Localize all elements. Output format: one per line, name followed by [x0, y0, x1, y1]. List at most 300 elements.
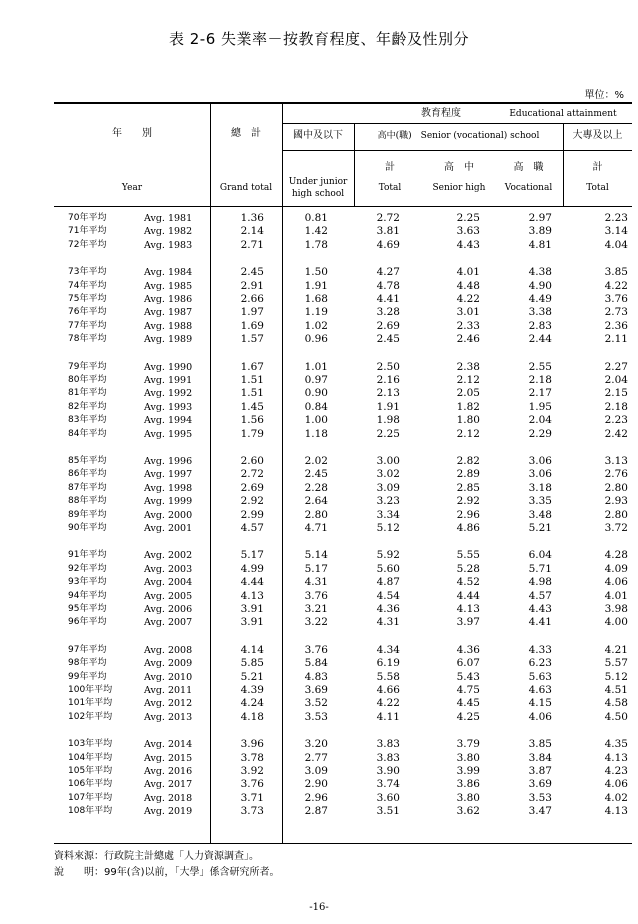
row-year-en: Avg. 1982: [144, 226, 193, 238]
row-value: 5.85: [240, 657, 264, 670]
row-value: 4.83: [304, 670, 328, 683]
row-year-en: Avg. 2013: [144, 711, 193, 723]
row-value: 4.87: [376, 576, 400, 589]
row-value: 5.58: [376, 670, 400, 683]
sub-header-rule: [282, 150, 632, 151]
row-year-en: Avg. 2017: [144, 779, 193, 791]
table-row: [54, 239, 632, 252]
row-year-en: Avg. 2001: [144, 523, 193, 534]
row-value: 4.75: [456, 684, 480, 696]
table-row: [54, 590, 632, 603]
row-value: 1.51: [240, 387, 264, 400]
row-year-en: Avg. 2019: [144, 806, 193, 818]
row-value: 3.69: [528, 778, 552, 791]
row-value: 1.02: [304, 319, 328, 332]
row-year-en: Avg. 1997: [144, 469, 193, 481]
row-value: 4.98: [528, 576, 552, 589]
row-year-en: Avg. 2000: [144, 509, 193, 521]
row-year-en: Avg. 1985: [144, 280, 193, 292]
row-year-en: Avg. 1999: [144, 496, 193, 508]
row-value: 4.01: [456, 266, 480, 279]
row-value: 4.57: [240, 522, 264, 534]
row-value: 4.49: [528, 293, 552, 305]
row-value: 2.45: [304, 468, 328, 481]
table-row: [54, 616, 632, 629]
row-value: 3.23: [376, 495, 400, 508]
row-value: 3.98: [604, 603, 628, 615]
row-value: 3.48: [528, 508, 552, 521]
row-year-en: Avg. 1989: [144, 334, 193, 346]
row-year-zh: 89年平均: [68, 509, 107, 520]
row-value: 3.53: [528, 791, 552, 804]
row-value: 4.36: [376, 603, 400, 615]
row-value: 1.36: [240, 212, 264, 224]
row-value: 4.39: [240, 684, 264, 696]
row-value: 3.78: [240, 751, 264, 764]
header-senior-high-zh: 高 中: [444, 162, 474, 173]
row-value: 4.86: [456, 522, 480, 534]
row-value: 2.15: [604, 387, 628, 400]
row-value: 3.63: [456, 225, 480, 238]
row-value: 1.57: [240, 333, 264, 346]
row-year-zh: 80年平均: [68, 375, 107, 385]
row-year-zh: 71年平均: [68, 226, 107, 237]
row-year-zh: 95年平均: [68, 604, 107, 614]
table-row: [54, 495, 632, 508]
table-row: [54, 320, 632, 333]
row-value: 2.69: [376, 319, 400, 332]
row-value: 4.28: [604, 549, 628, 562]
row-value: 2.46: [456, 333, 480, 346]
header-vocational-en: Vocational: [504, 183, 553, 193]
row-year-en: Avg. 2004: [144, 577, 193, 589]
header-bottom-rule: [54, 206, 632, 207]
row-value: 4.58: [604, 697, 628, 710]
header-total-en: Grand total: [219, 183, 273, 193]
row-year-zh: 91年平均: [68, 550, 107, 561]
table-row: [54, 805, 632, 818]
row-value: 3.47: [528, 805, 552, 818]
row-value: 4.31: [376, 616, 400, 629]
row-value: 3.35: [528, 495, 552, 508]
row-value: 4.22: [376, 697, 400, 710]
row-value: 4.38: [528, 266, 552, 279]
row-value: 4.13: [456, 603, 480, 615]
row-value: 3.60: [376, 791, 400, 804]
row-value: 4.99: [240, 562, 264, 575]
row-value: 3.92: [240, 765, 264, 777]
table-row: [54, 306, 632, 319]
row-value: 3.90: [376, 765, 400, 777]
row-value: 2.60: [240, 455, 264, 467]
header-college-group: 大專及以上: [572, 130, 623, 141]
row-value: 2.85: [456, 481, 480, 494]
row-value: 2.96: [304, 791, 328, 804]
row-year-en: Avg. 2010: [144, 671, 193, 683]
row-year-en: Avg. 1992: [144, 388, 193, 400]
row-year-en: Avg. 2011: [144, 685, 193, 696]
row-value: 2.93: [604, 495, 628, 508]
row-value: 2.97: [528, 212, 552, 224]
row-year-en: Avg. 1981: [144, 213, 193, 224]
row-value: 3.51: [376, 805, 400, 818]
row-year-zh: 74年平均: [68, 280, 107, 291]
row-value: 2.91: [240, 279, 264, 292]
row-year-zh: 97年平均: [68, 644, 107, 655]
row-year-en: Avg. 2002: [144, 550, 193, 562]
row-year-zh: 72年平均: [68, 239, 107, 250]
table-row: [54, 280, 632, 293]
row-value: 4.24: [240, 697, 264, 710]
row-value: 1.69: [240, 319, 264, 332]
row-year-en: Avg. 2009: [144, 658, 193, 670]
row-value: 3.74: [376, 778, 400, 791]
table-row: [54, 792, 632, 805]
row-value: 3.69: [304, 684, 328, 696]
row-year-en: Avg. 2012: [144, 698, 193, 710]
row-value: 3.83: [376, 738, 400, 751]
row-value: 2.92: [240, 495, 264, 508]
row-year-zh: 81年平均: [68, 388, 107, 399]
row-value: 3.06: [528, 455, 552, 467]
row-value: 1.91: [304, 279, 328, 292]
table-row: [54, 563, 632, 576]
row-value: 4.78: [376, 279, 400, 292]
row-value: 3.81: [376, 225, 400, 238]
table-row: [54, 671, 632, 684]
row-value: 5.63: [528, 670, 552, 683]
table-row: [54, 361, 632, 374]
row-value: 4.71: [304, 522, 328, 534]
row-year-zh: 83年平均: [68, 415, 107, 426]
table-row: [54, 482, 632, 495]
row-value: 1.56: [240, 414, 264, 427]
row-value: 2.04: [528, 414, 552, 427]
row-value: 4.50: [604, 710, 628, 723]
row-value: 2.76: [604, 468, 628, 481]
row-value: 4.36: [456, 643, 480, 656]
row-value: 4.02: [604, 791, 628, 804]
row-year-en: Avg. 1990: [144, 361, 193, 373]
row-year-en: Avg. 1983: [144, 239, 193, 251]
row-year-en: Avg. 2005: [144, 590, 193, 602]
row-year-en: Avg. 2018: [144, 792, 193, 804]
row-value: 5.17: [304, 562, 328, 575]
row-year-zh: 98年平均: [68, 658, 107, 669]
row-year-zh: 86年平均: [68, 469, 107, 480]
row-value: 2.02: [304, 455, 328, 467]
row-year-en: Avg. 1993: [144, 401, 193, 413]
row-year-en: Avg. 2008: [144, 644, 193, 656]
row-value: 2.55: [528, 360, 552, 373]
row-value: 1.01: [304, 360, 328, 373]
row-value: 4.41: [376, 293, 400, 305]
row-value: 3.84: [528, 751, 552, 764]
row-value: 4.06: [528, 710, 552, 723]
row-value: 1.68: [304, 293, 328, 305]
row-value: 4.23: [604, 765, 628, 777]
row-year-zh: 87年平均: [68, 482, 107, 493]
row-value: 3.34: [376, 508, 400, 521]
row-value: 1.51: [240, 374, 264, 386]
table-row: [54, 765, 632, 778]
row-value: 2.80: [604, 481, 628, 494]
row-value: 4.66: [376, 684, 400, 696]
row-value: 2.16: [376, 374, 400, 386]
row-value: 4.63: [528, 684, 552, 696]
table-row: [54, 576, 632, 589]
row-value: 4.18: [240, 710, 264, 723]
row-value: 4.35: [604, 738, 628, 751]
row-value: 1.67: [240, 360, 264, 373]
row-value: 3.83: [376, 751, 400, 764]
row-value: 3.76: [304, 589, 328, 602]
row-value: 2.71: [240, 238, 264, 251]
table-row: [54, 549, 632, 562]
page-number: -16-: [309, 902, 329, 913]
row-value: 2.66: [240, 293, 264, 305]
row-value: 2.80: [304, 508, 328, 521]
row-value: 0.90: [304, 387, 328, 400]
row-value: 3.91: [240, 603, 264, 615]
row-value: 2.04: [604, 374, 628, 386]
row-value: 2.13: [376, 387, 400, 400]
row-value: 3.85: [604, 266, 628, 279]
row-value: 4.44: [240, 576, 264, 589]
row-value: 3.06: [528, 468, 552, 481]
row-year-zh: 85年平均: [68, 456, 107, 466]
table-row: [54, 752, 632, 765]
row-value: 2.18: [528, 374, 552, 386]
row-year-zh: 108年平均: [68, 806, 113, 817]
row-value: 2.23: [604, 414, 628, 427]
row-year-zh: 106年平均: [68, 779, 113, 790]
row-value: 6.04: [528, 549, 552, 562]
row-value: 0.96: [304, 333, 328, 346]
row-value: 2.28: [304, 481, 328, 494]
footnote-source: 資料來源：行政院主計總處「人力資源調查」。: [54, 851, 259, 862]
row-year-en: Avg. 2003: [144, 563, 193, 575]
row-year-zh: 88年平均: [68, 496, 107, 507]
row-value: 3.80: [456, 751, 480, 764]
row-year-zh: 84年平均: [68, 428, 107, 439]
row-year-en: Avg. 2006: [144, 604, 193, 615]
row-value: 5.12: [376, 522, 400, 534]
row-value: 2.83: [528, 319, 552, 332]
table-row: [54, 374, 632, 387]
row-value: 4.54: [376, 589, 400, 602]
row-value: 2.38: [456, 360, 480, 373]
row-value: 5.12: [604, 670, 628, 683]
row-value: 2.11: [604, 333, 628, 346]
row-value: 4.31: [304, 576, 328, 589]
row-year-en: Avg. 1995: [144, 428, 193, 440]
row-value: 4.90: [528, 279, 552, 292]
table-row: [54, 428, 632, 441]
row-value: 3.76: [604, 293, 628, 305]
table-row: [54, 266, 632, 279]
row-value: 3.79: [456, 738, 480, 751]
row-value: 2.44: [528, 333, 552, 346]
header-college-total-zh: 計: [592, 162, 603, 173]
row-value: 2.64: [304, 495, 328, 508]
table-row: [54, 468, 632, 481]
table-row: [54, 684, 632, 697]
row-year-en: Avg. 1996: [144, 456, 193, 467]
row-value: 3.89: [528, 225, 552, 238]
row-value: 3.21: [304, 603, 328, 615]
row-value: 0.97: [304, 374, 328, 386]
row-year-en: Avg. 2015: [144, 752, 193, 764]
row-value: 2.12: [456, 374, 480, 386]
row-value: 3.91: [240, 616, 264, 629]
table-row: [54, 509, 632, 522]
row-value: 2.05: [456, 387, 480, 400]
row-year-zh: 100年平均: [68, 685, 113, 695]
row-value: 4.34: [376, 643, 400, 656]
row-value: 3.71: [240, 791, 264, 804]
row-year-en: Avg. 1994: [144, 415, 193, 427]
row-value: 3.38: [528, 306, 552, 319]
row-value: 4.11: [376, 710, 400, 723]
row-year-en: Avg. 1988: [144, 320, 193, 332]
row-value: 3.22: [304, 616, 328, 629]
row-value: 0.81: [304, 212, 328, 224]
row-value: 3.72: [604, 522, 628, 534]
row-year-en: Avg. 2007: [144, 617, 193, 629]
row-value: 1.42: [304, 225, 328, 238]
row-year-zh: 103年平均: [68, 739, 113, 750]
row-year-zh: 70年平均: [68, 213, 107, 223]
row-year-zh: 78年平均: [68, 334, 107, 345]
row-value: 2.33: [456, 319, 480, 332]
row-value: 5.17: [240, 549, 264, 562]
row-value: 2.96: [456, 508, 480, 521]
table-row: [54, 603, 632, 616]
row-value: 4.25: [456, 710, 480, 723]
row-value: 4.13: [604, 805, 628, 818]
row-value: 3.73: [240, 805, 264, 818]
row-value: 1.91: [376, 400, 400, 413]
row-value: 2.12: [456, 427, 480, 440]
row-value: 2.82: [456, 455, 480, 467]
header-college-total-en: Total: [586, 183, 609, 193]
row-value: 2.18: [604, 400, 628, 413]
row-value: 2.25: [376, 427, 400, 440]
row-year-zh: 94年平均: [68, 590, 107, 601]
row-value: 4.09: [604, 562, 628, 575]
table-row: [54, 738, 632, 751]
row-value: 4.06: [604, 778, 628, 791]
row-value: 4.69: [376, 238, 400, 251]
row-value: 1.00: [304, 414, 328, 427]
table-row: [54, 333, 632, 346]
row-year-en: Avg. 1998: [144, 482, 193, 494]
row-value: 3.99: [456, 765, 480, 777]
row-value: 4.04: [604, 238, 628, 251]
table-row: [54, 293, 632, 306]
row-value: 2.29: [528, 427, 552, 440]
row-value: 2.87: [304, 805, 328, 818]
header-vocational-zh: 高 職: [513, 162, 544, 173]
row-year-zh: 104年平均: [68, 752, 113, 763]
row-value: 2.80: [604, 508, 628, 521]
row-year-en: Avg. 2016: [144, 766, 193, 777]
footnote-note: 說 明：99年(含)以前，「大學」係含研究所者。: [54, 867, 280, 878]
row-value: 2.45: [240, 266, 264, 279]
row-value: 2.25: [456, 212, 480, 224]
table-row: [54, 414, 632, 427]
row-value: 3.85: [528, 738, 552, 751]
row-year-zh: 102年平均: [68, 711, 113, 722]
row-value: 1.78: [304, 238, 328, 251]
row-value: 2.50: [376, 360, 400, 373]
row-value: 4.22: [456, 293, 480, 305]
row-value: 3.09: [304, 765, 328, 777]
row-value: 4.52: [456, 576, 480, 589]
row-value: 3.00: [376, 455, 400, 467]
row-value: 2.92: [456, 495, 480, 508]
row-year-zh: 77年平均: [68, 320, 107, 331]
table-row: [54, 387, 632, 400]
table-row: [54, 697, 632, 710]
row-value: 5.55: [456, 549, 480, 562]
row-value: 1.82: [456, 400, 480, 413]
row-year-en: Avg. 2014: [144, 739, 193, 751]
row-value: 3.80: [456, 791, 480, 804]
row-value: 2.72: [376, 212, 400, 224]
row-value: 3.20: [304, 738, 328, 751]
row-value: 5.57: [604, 657, 628, 670]
row-year-zh: 90年平均: [68, 523, 107, 533]
row-value: 3.97: [456, 616, 480, 629]
row-year-zh: 96年平均: [68, 617, 107, 628]
row-value: 3.14: [604, 225, 628, 238]
row-value: 2.45: [376, 333, 400, 346]
row-value: 1.18: [304, 427, 328, 440]
row-value: 4.51: [604, 684, 628, 696]
header-junior-en: Under junior high school: [288, 177, 348, 199]
row-value: 4.81: [528, 238, 552, 251]
table-row: [54, 455, 632, 468]
row-year-zh: 101年平均: [68, 698, 113, 709]
row-value: 6.23: [528, 657, 552, 670]
row-year-zh: 107年平均: [68, 792, 113, 803]
table-row: [54, 522, 632, 535]
row-value: 2.77: [304, 751, 328, 764]
row-value: 5.43: [456, 670, 480, 683]
row-value: 5.71: [528, 562, 552, 575]
table-row: [54, 225, 632, 238]
row-year-zh: 79年平均: [68, 361, 107, 372]
header-total-zh: 總 計: [231, 128, 261, 139]
row-value: 4.33: [528, 643, 552, 656]
header-senior-total-en: Total: [378, 183, 402, 193]
table-row: [54, 778, 632, 791]
row-value: 5.84: [304, 657, 328, 670]
row-value: 4.22: [604, 279, 628, 292]
page-title: 表 2-6 失業率－按教育程度、年齡及性別分: [168, 30, 470, 48]
row-value: 2.73: [604, 306, 628, 319]
row-year-en: Avg. 1991: [144, 375, 193, 386]
row-value: 1.95: [528, 400, 552, 413]
row-value: 3.96: [240, 738, 264, 751]
row-year-en: Avg. 1984: [144, 267, 193, 279]
row-value: 4.41: [528, 616, 552, 629]
row-value: 4.43: [528, 603, 552, 615]
row-value: 2.17: [528, 387, 552, 400]
row-value: 2.69: [240, 481, 264, 494]
